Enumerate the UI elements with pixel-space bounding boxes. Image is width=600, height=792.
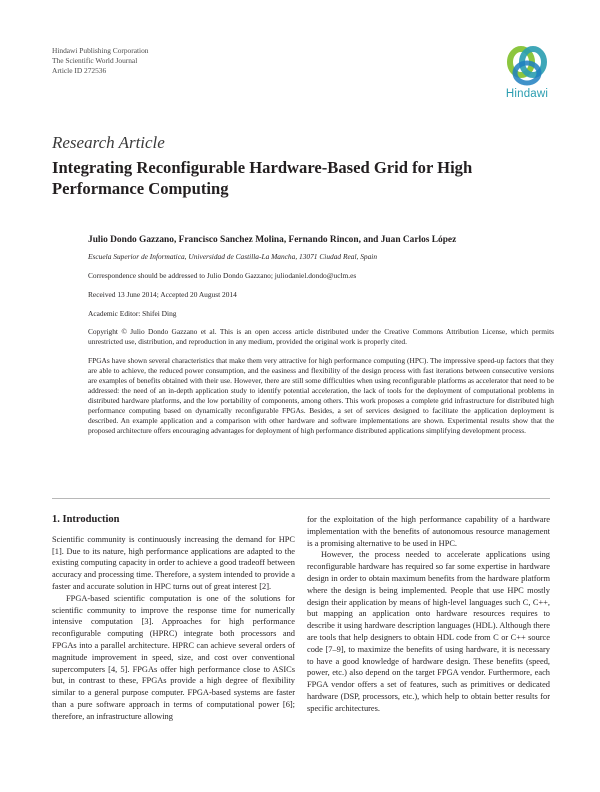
front-matter <box>88 234 554 436</box>
paper-title: Integrating Reconfigurable Hardware-Based Grid for High Performance Computing <box>52 158 473 198</box>
body-paragraph: for the exploitation of the high performance capability of a hardware implementation with the benefits of autonomous resource management is a promising alternative to be used in HPC. <box>307 515 550 548</box>
article-id: Article ID 272536 <box>52 66 107 75</box>
journal-name: The Scientific World Journal <box>52 56 138 65</box>
received-dates: Received 13 June 2014; Accepted 20 August 2014 <box>88 290 237 299</box>
copyright: Copyright © Julio Dondo Gazzano et al. This is an open access article distributed under the Creative Commons Attribution License, which permits unrestricted use, distribution, and reproduction in any medium, provided the original work is properly cited. <box>88 327 554 346</box>
section-divider <box>52 498 550 499</box>
body-paragraph: Scientific community is continuously increasing the demand for HPC [1]. Due to its nature, high performance applications are adapted to the existing computing capacity in order to achieve a good tradeoff between accuracy and processing time. Therefore, a system intended to provide a faster and accurate solution in HPC turns out of great interest [2]. <box>52 534 295 591</box>
logo-mark-icon <box>504 44 550 90</box>
affiliation: Escuela Superior de Informatica, Universidad de Castilla-La Mancha, 13071 Ciudad Real, Spain <box>88 252 378 261</box>
abstract: FPGAs have shown several characteristics that make them very attractive for high performance computing (HPC). The impressive speed-up factors that they are able to achieve, the reduced power consumption, and the easiness and flexibility of the design process with fast iterations between consecutive versions are examples of benefits obtained with their use. However, there are still some difficulties when using reconfigurable platforms as accelerator that need to be addressed: the need of an in-depth application study to identify potential acceleration, the lack of tools for the deployment of computational problems in distributed hardware platforms, and the low portability of components, among others. This work proposes a complete grid infrastructure for distributed high performance computing based on dynamically reconfigurable FPGAs. Besides, a set of services designed to facilitate the application deployment is described. An example application and a comparison with other hardware and software implementations are shown. Experimental results show that the proposed architecture offers encouraging advantages for deployment of high performance distributed applications simplifying development process. <box>88 356 554 435</box>
body-column-right <box>307 514 550 715</box>
hindawi-logo <box>492 44 562 106</box>
journal-info <box>52 46 149 76</box>
correspondence: Correspondence should be addressed to Julio Dondo Gazzano; juliodaniel.dondo@uclm.es <box>88 271 357 280</box>
section-heading: 1. Introduction <box>52 514 120 525</box>
body-column-left <box>52 514 295 723</box>
academic-editor: Academic Editor: Shifei Ding <box>88 309 177 318</box>
publisher: Hindawi Publishing Corporation <box>52 46 149 55</box>
body-paragraph: FPGA-based scientific computation is one of the solutions for scientific community to improve the response time for numerically intensive computation [3]. Approaches for high performance reconfigurable computing (HPRC) integrate both processors and FPGAs into a parallel architecture. HPRC can achieve several orders of magnitude improvement in speed, size, and cost over conventional supercomputers [4, 5]. FPGAs offer high performance close to ASICs but, in contrast to these, FPGAs provide a high degree of flexibility similar to a general purpose computer. FPGA-based systems are faster than a pure software approach in terms of computational power [6]; therefore, an infrastructure allowing <box>52 593 295 721</box>
article-type: Research Article <box>52 133 165 152</box>
authors: Julio Dondo Gazzano, Francisco Sanchez Molina, Fernando Rincon, and Juan Carlos López <box>88 235 457 245</box>
body-paragraph: However, the process needed to accelerate applications using reconfigurable hardware has required so far some expertise in hardware design in order to obtain maximum benefits from the hardware platform where the design is being implemented. People that use HPC mostly design their application by means of high-level languages such C, C++, but mapping an application onto hardware resources requires to describe it using hardware description languages (HDL). Although there are tools that help designers to obtain HDL code from C or C++ source code [7–9], to maximize the benefits of using hardware, it is necessary to have a good knowledge of hardware design. These benefits (speed, power, etc.) also depend on the target FPGA vendor. Furthermore, each FPGA vendor offers a set of features, such as primitives or dedicated hardware (DSP, processors, etc.), which help to obtain better results for specific architectures. <box>307 550 550 713</box>
logo-wordmark: Hindawi <box>505 88 549 100</box>
